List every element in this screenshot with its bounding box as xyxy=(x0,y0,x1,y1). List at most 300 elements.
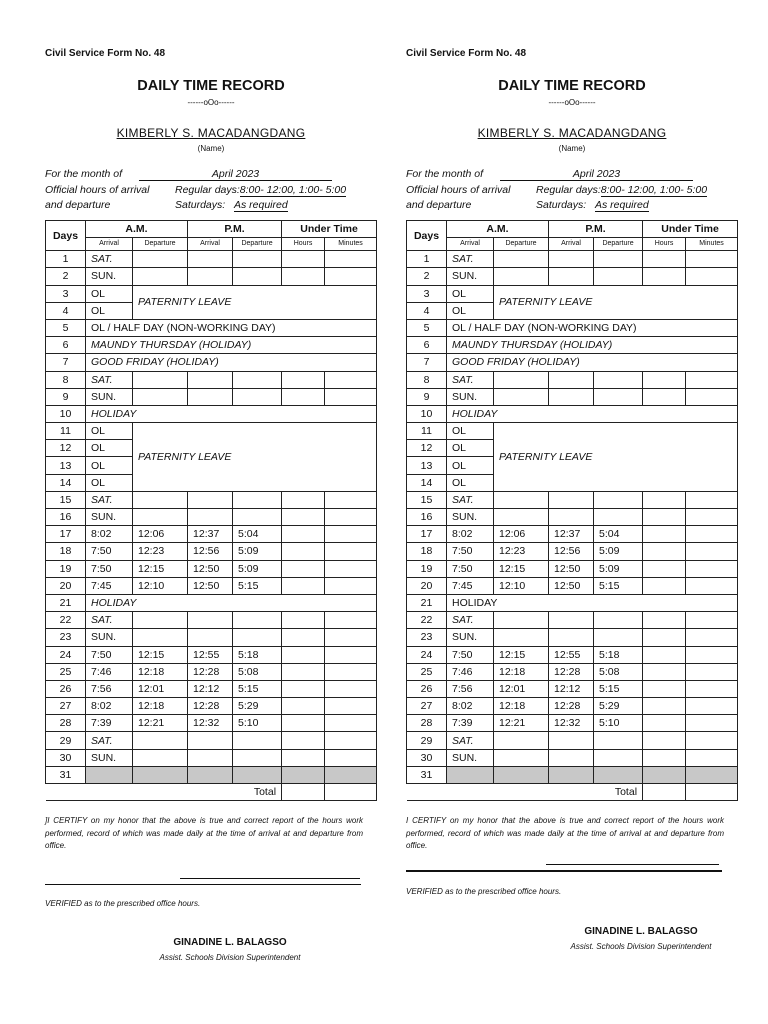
day-remark: OL xyxy=(447,474,494,491)
pm-departure: 5:10 xyxy=(233,715,282,732)
divider-line xyxy=(406,870,722,872)
am-arrival: 7:50 xyxy=(86,543,133,560)
day-remark: OL xyxy=(86,440,133,457)
undertime-hours xyxy=(282,766,325,783)
pm-departure: 5:08 xyxy=(233,663,282,680)
employee-name: KIMBERLY S. MACADANGDANG xyxy=(116,126,306,140)
dtr-row xyxy=(407,388,738,405)
pm-arrival xyxy=(549,612,594,629)
pm-departure: 5:29 xyxy=(233,698,282,715)
header-row xyxy=(46,221,377,238)
day-number: 18 xyxy=(407,543,447,560)
day-remark: SAT. xyxy=(86,491,133,508)
total-minutes xyxy=(325,784,377,801)
total-row xyxy=(46,784,377,801)
day-remark: OL xyxy=(86,457,133,474)
day-number: 3 xyxy=(46,285,86,302)
undertime-hours xyxy=(643,680,686,697)
day-number: 24 xyxy=(407,646,447,663)
day-remark: OL xyxy=(447,302,494,319)
undertime-minutes xyxy=(686,629,738,646)
pm-arrival xyxy=(549,766,594,783)
pm-header: P.M. xyxy=(549,221,643,238)
day-number: 6 xyxy=(46,337,86,354)
day-remark: OL xyxy=(86,302,133,319)
day-number: 30 xyxy=(46,749,86,766)
am-departure: 12:15 xyxy=(133,646,188,663)
day-number: 2 xyxy=(46,268,86,285)
pm-arrival xyxy=(188,612,233,629)
undertime-minutes xyxy=(325,491,377,508)
undertime-minutes xyxy=(686,251,738,268)
dtr-row xyxy=(46,766,377,783)
dtr-row xyxy=(46,732,377,749)
day-number: 21 xyxy=(46,594,86,611)
day-remark: SUN. xyxy=(447,629,494,646)
day-number: 14 xyxy=(407,474,447,491)
pm-departure: 5:10 xyxy=(594,715,643,732)
pm-arrival xyxy=(188,371,233,388)
am-departure: 12:23 xyxy=(133,543,188,560)
am-departure: 12:18 xyxy=(133,663,188,680)
paternity-leave-note: PATERNITY LEAVE xyxy=(133,285,377,319)
pm-departure xyxy=(233,612,282,629)
regular-days-value: 8:00- 12:00, 1:00- 5:00 xyxy=(600,184,708,196)
pm-arrival: 12:56 xyxy=(188,543,233,560)
am-arrival: 7:50 xyxy=(447,646,494,663)
employee-signature-line xyxy=(180,878,360,879)
undertime-minutes xyxy=(686,371,738,388)
dtr-row xyxy=(46,715,377,732)
verified-text: VERIFIED as to the prescribed office hours. xyxy=(406,887,562,896)
day-remark: SAT. xyxy=(86,612,133,629)
day-number: 22 xyxy=(46,612,86,629)
dtr-row xyxy=(407,646,738,663)
dtr-row xyxy=(407,680,738,697)
undertime-minutes xyxy=(325,732,377,749)
form-title: DAILY TIME RECORD xyxy=(498,78,646,94)
undertime-hours xyxy=(282,526,325,543)
undertime-minutes xyxy=(325,749,377,766)
hours-label: Official hours of arrival xyxy=(406,184,511,196)
employee-signature-line xyxy=(546,864,719,865)
day-number: 4 xyxy=(46,302,86,319)
departure-line xyxy=(406,199,736,211)
paternity-leave-note: PATERNITY LEAVE xyxy=(494,423,738,492)
am-departure xyxy=(494,732,549,749)
am-departure xyxy=(133,629,188,646)
day-number: 19 xyxy=(407,560,447,577)
pm-departure xyxy=(233,251,282,268)
subheader-row xyxy=(407,238,738,251)
day-remark: SAT. xyxy=(86,371,133,388)
am-arrival: 7:50 xyxy=(86,560,133,577)
form-number: Civil Service Form No. 48 xyxy=(45,48,166,59)
day-remark: SUN. xyxy=(447,268,494,285)
am-departure xyxy=(494,371,549,388)
certification-text: ]I CERTIFY on my honor that the above is true and correct report of the hours work performed, record of which was made daily at the time of arrival at and departure from office. xyxy=(45,816,363,850)
day-remark: MAUNDY THURSDAY (HOLIDAY) xyxy=(447,337,738,354)
pm-arrival xyxy=(549,371,594,388)
am-arrival: 7:39 xyxy=(447,715,494,732)
am-departure xyxy=(133,732,188,749)
pm-departure: 5:04 xyxy=(233,526,282,543)
officer-title: Assist. Schools Division Superintendent xyxy=(159,953,301,962)
name-label: (Name) xyxy=(558,144,586,153)
dtr-row xyxy=(46,646,377,663)
pm-arrival: 12:32 xyxy=(549,715,594,732)
dtr-row xyxy=(46,371,377,388)
undertime-minutes xyxy=(686,646,738,663)
dtr-row xyxy=(407,663,738,680)
undertime-minutes xyxy=(686,766,738,783)
pm-departure xyxy=(233,732,282,749)
am-departure xyxy=(494,268,549,285)
officer-title: Assist. Schools Division Superintendent xyxy=(570,942,712,951)
pm-departure xyxy=(594,629,643,646)
undertime-hours xyxy=(282,509,325,526)
am-arrival: 7:50 xyxy=(447,543,494,560)
dtr-row xyxy=(46,509,377,526)
undertime-hours xyxy=(643,577,686,594)
day-remark: SUN. xyxy=(447,509,494,526)
pm-arrival: 12:50 xyxy=(549,577,594,594)
day-remark: HOLIDAY xyxy=(447,594,738,611)
undertime-hours xyxy=(282,646,325,663)
am-departure-header: Departure xyxy=(494,238,549,251)
dtr-row xyxy=(407,612,738,629)
undertime-minutes xyxy=(686,560,738,577)
day-number: 27 xyxy=(46,698,86,715)
am-departure: 12:15 xyxy=(133,560,188,577)
month-line xyxy=(45,168,345,180)
undertime-hours xyxy=(643,715,686,732)
month-value: April 2023 xyxy=(139,168,332,181)
total-minutes xyxy=(686,784,738,801)
am-arrival: 7:45 xyxy=(447,577,494,594)
day-remark: OL xyxy=(447,285,494,302)
day-remark: OL xyxy=(447,457,494,474)
undertime-hours xyxy=(282,732,325,749)
pm-arrival: 12:12 xyxy=(188,680,233,697)
day-number: 15 xyxy=(46,491,86,508)
pm-arrival: 12:37 xyxy=(188,526,233,543)
dtr-row xyxy=(46,629,377,646)
am-departure: 12:18 xyxy=(133,698,188,715)
pm-departure xyxy=(594,509,643,526)
undertime-minutes xyxy=(325,646,377,663)
day-number: 7 xyxy=(407,354,447,371)
pm-arrival xyxy=(188,251,233,268)
departure-line xyxy=(45,199,375,211)
subheader-row xyxy=(46,238,377,251)
day-number: 31 xyxy=(46,766,86,783)
day-number: 17 xyxy=(46,526,86,543)
am-departure xyxy=(494,388,549,405)
day-number: 12 xyxy=(46,440,86,457)
day-number: 1 xyxy=(407,251,447,268)
dtr-row xyxy=(407,766,738,783)
pm-departure xyxy=(233,268,282,285)
day-number: 28 xyxy=(407,715,447,732)
pm-departure: 5:09 xyxy=(233,560,282,577)
pm-arrival xyxy=(188,732,233,749)
undertime-header: Under Time xyxy=(282,221,377,238)
day-number: 26 xyxy=(46,680,86,697)
dtr-row xyxy=(46,612,377,629)
dtr-row xyxy=(46,268,377,285)
day-number: 3 xyxy=(407,285,447,302)
am-departure: 12:15 xyxy=(494,646,549,663)
day-remark: SAT. xyxy=(86,251,133,268)
pm-header: P.M. xyxy=(188,221,282,238)
dtr-row xyxy=(407,251,738,268)
am-arrival xyxy=(86,766,133,783)
am-arrival: 7:56 xyxy=(447,680,494,697)
pm-departure xyxy=(594,388,643,405)
undertime-minutes xyxy=(325,526,377,543)
dtr-row xyxy=(407,354,738,371)
am-departure xyxy=(494,629,549,646)
pm-departure xyxy=(233,629,282,646)
days-header: Days xyxy=(407,221,447,251)
day-number: 8 xyxy=(46,371,86,388)
am-departure: 12:01 xyxy=(133,680,188,697)
minutes-header: Minutes xyxy=(325,238,377,251)
officer-name: GINADINE L. BALAGSO xyxy=(584,926,698,937)
undertime-hours xyxy=(282,715,325,732)
undertime-minutes xyxy=(686,715,738,732)
day-number: 1 xyxy=(46,251,86,268)
day-number: 10 xyxy=(407,405,447,422)
day-remark: SUN. xyxy=(447,388,494,405)
pm-arrival-header: Arrival xyxy=(188,238,233,251)
dtr-row xyxy=(407,319,738,336)
pm-arrival: 12:56 xyxy=(549,543,594,560)
pm-arrival: 12:55 xyxy=(188,646,233,663)
employee-name: KIMBERLY S. MACADANGDANG xyxy=(477,126,667,140)
undertime-minutes xyxy=(686,491,738,508)
pm-departure: 5:09 xyxy=(233,543,282,560)
undertime-minutes xyxy=(325,268,377,285)
undertime-minutes xyxy=(686,388,738,405)
dtr-row xyxy=(46,319,377,336)
am-departure xyxy=(494,766,549,783)
undertime-hours xyxy=(282,577,325,594)
month-label: For the month of xyxy=(406,168,484,180)
pm-departure: 5:15 xyxy=(594,577,643,594)
undertime-minutes xyxy=(325,560,377,577)
departure-label: and departure xyxy=(406,199,472,211)
pm-arrival: 12:28 xyxy=(549,663,594,680)
day-remark: SAT. xyxy=(447,491,494,508)
am-arrival xyxy=(447,766,494,783)
day-number: 11 xyxy=(407,423,447,440)
undertime-minutes xyxy=(325,543,377,560)
day-remark: OL xyxy=(447,440,494,457)
am-departure: 12:21 xyxy=(133,715,188,732)
undertime-hours xyxy=(282,560,325,577)
day-remark: SUN. xyxy=(86,268,133,285)
am-departure xyxy=(133,388,188,405)
day-remark: OL xyxy=(86,285,133,302)
day-remark: SUN. xyxy=(86,509,133,526)
am-departure: 12:10 xyxy=(494,577,549,594)
saturdays-label: Saturdays: xyxy=(175,199,226,211)
am-departure xyxy=(133,268,188,285)
day-number: 22 xyxy=(407,612,447,629)
dtr-row xyxy=(407,337,738,354)
am-departure xyxy=(133,509,188,526)
day-number: 14 xyxy=(46,474,86,491)
day-number: 19 xyxy=(46,560,86,577)
day-remark: OL xyxy=(86,423,133,440)
undertime-minutes xyxy=(325,251,377,268)
undertime-minutes xyxy=(686,612,738,629)
day-remark: SAT. xyxy=(447,732,494,749)
day-number: 23 xyxy=(407,629,447,646)
undertime-minutes xyxy=(686,732,738,749)
undertime-hours xyxy=(282,388,325,405)
pm-arrival: 12:12 xyxy=(549,680,594,697)
day-number: 9 xyxy=(407,388,447,405)
am-arrival: 7:50 xyxy=(447,560,494,577)
total-row xyxy=(407,784,738,801)
pm-arrival xyxy=(549,251,594,268)
day-remark: OL / HALF DAY (NON-WORKING DAY) xyxy=(447,319,738,336)
pm-arrival xyxy=(188,268,233,285)
undertime-hours xyxy=(643,749,686,766)
certification-text: I CERTIFY on my honor that the above is true and correct report of the hours work performed, record of which was made daily at the time of arrival at and departure from office. xyxy=(406,816,724,850)
undertime-hours xyxy=(282,491,325,508)
am-arrival: 8:02 xyxy=(86,698,133,715)
pm-arrival xyxy=(188,509,233,526)
day-number: 4 xyxy=(407,302,447,319)
am-arrival: 7:46 xyxy=(447,663,494,680)
hours-header: Hours xyxy=(282,238,325,251)
day-remark: SAT. xyxy=(86,732,133,749)
day-number: 29 xyxy=(407,732,447,749)
undertime-hours xyxy=(643,612,686,629)
day-number: 15 xyxy=(407,491,447,508)
regular-days-label: Regular days: xyxy=(536,184,601,196)
verified-text: VERIFIED as to the prescribed office hours. xyxy=(45,899,201,908)
pm-departure xyxy=(594,251,643,268)
undertime-minutes xyxy=(325,766,377,783)
dtr-row xyxy=(407,715,738,732)
pm-arrival: 12:28 xyxy=(188,663,233,680)
day-remark: GOOD FRIDAY (HOLIDAY) xyxy=(447,354,738,371)
am-departure xyxy=(133,371,188,388)
header-row xyxy=(407,221,738,238)
day-number: 6 xyxy=(407,337,447,354)
pm-arrival: 12:50 xyxy=(188,577,233,594)
pm-arrival xyxy=(188,766,233,783)
days-header: Days xyxy=(46,221,86,251)
undertime-hours xyxy=(643,388,686,405)
day-number: 29 xyxy=(46,732,86,749)
day-remark: SAT. xyxy=(447,251,494,268)
time-record-table xyxy=(406,220,738,801)
pm-departure: 5:08 xyxy=(594,663,643,680)
dtr-row xyxy=(407,543,738,560)
am-departure: 12:10 xyxy=(133,577,188,594)
pm-departure xyxy=(594,268,643,285)
pm-arrival xyxy=(188,491,233,508)
day-remark: MAUNDY THURSDAY (HOLIDAY) xyxy=(86,337,377,354)
day-number: 9 xyxy=(46,388,86,405)
dtr-row xyxy=(407,268,738,285)
pm-departure: 5:04 xyxy=(594,526,643,543)
am-departure xyxy=(494,612,549,629)
dtr-row xyxy=(407,509,738,526)
pm-departure: 5:18 xyxy=(233,646,282,663)
day-number: 25 xyxy=(407,663,447,680)
pm-arrival xyxy=(549,749,594,766)
undertime-hours xyxy=(643,663,686,680)
pm-departure: 5:15 xyxy=(594,680,643,697)
dtr-row xyxy=(46,749,377,766)
pm-arrival xyxy=(188,388,233,405)
am-arrival-header: Arrival xyxy=(447,238,494,251)
dtr-row xyxy=(407,698,738,715)
total-label: Total xyxy=(407,784,643,801)
undertime-hours xyxy=(282,543,325,560)
am-departure xyxy=(133,766,188,783)
pm-arrival: 12:28 xyxy=(188,698,233,715)
undertime-minutes xyxy=(686,268,738,285)
undertime-minutes xyxy=(325,388,377,405)
minutes-header: Minutes xyxy=(686,238,738,251)
am-departure xyxy=(494,251,549,268)
undertime-minutes xyxy=(325,663,377,680)
pm-departure xyxy=(233,766,282,783)
am-departure: 12:18 xyxy=(494,663,549,680)
day-number: 20 xyxy=(46,577,86,594)
am-arrival: 8:02 xyxy=(447,526,494,543)
day-number: 21 xyxy=(407,594,447,611)
am-header: A.M. xyxy=(447,221,549,238)
total-label: Total xyxy=(46,784,282,801)
dtr-row xyxy=(46,680,377,697)
pm-departure-header: Departure xyxy=(594,238,643,251)
day-remark: SUN. xyxy=(86,388,133,405)
dtr-row xyxy=(46,526,377,543)
am-departure: 12:23 xyxy=(494,543,549,560)
am-departure xyxy=(133,749,188,766)
undertime-hours xyxy=(643,629,686,646)
am-arrival: 7:45 xyxy=(86,577,133,594)
undertime-hours xyxy=(282,698,325,715)
pm-departure xyxy=(233,491,282,508)
pm-arrival xyxy=(549,268,594,285)
pm-departure xyxy=(233,371,282,388)
total-hours xyxy=(282,784,325,801)
undertime-minutes xyxy=(686,663,738,680)
undertime-minutes xyxy=(325,680,377,697)
undertime-minutes xyxy=(686,577,738,594)
dtr-row xyxy=(407,405,738,422)
dtr-row xyxy=(407,423,738,440)
day-remark: HOLIDAY xyxy=(447,405,738,422)
dtr-row xyxy=(46,543,377,560)
am-arrival: 8:02 xyxy=(86,526,133,543)
dtr-row xyxy=(46,560,377,577)
pm-arrival: 12:37 xyxy=(549,526,594,543)
am-arrival: 7:39 xyxy=(86,715,133,732)
pm-arrival-header: Arrival xyxy=(549,238,594,251)
am-header: A.M. xyxy=(86,221,188,238)
